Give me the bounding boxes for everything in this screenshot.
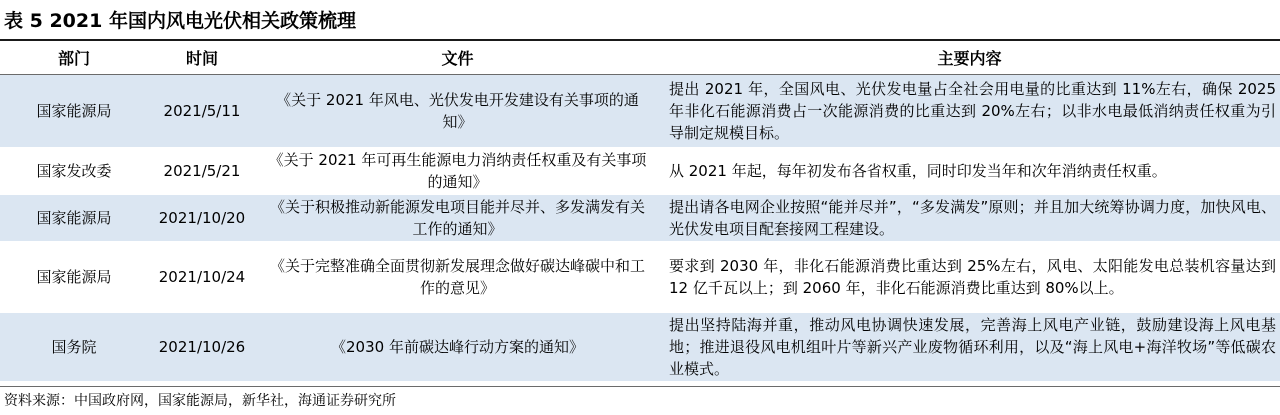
header-main: 主要内容 <box>659 41 1280 74</box>
content-cell: 提出请各电网企业按照“能并尽并”，“多发满发”原则；并且加大统筹协调力度，加快风电、光伏发电项目配套接网工程建设。 <box>659 194 1280 242</box>
doc-cell: 《关于积极推动新能源发电项目能并尽并、多发满发有关工作的通知》 <box>256 194 659 242</box>
content-cell: 提出坚持陆海并重，推动风电协调快速发展，完善海上风电产业链，鼓励建设海上风电基地；推进退役风电机组叶片等新兴产业废物循环利用，以及“海上风电+海洋牧场”等低碳农业模式。 <box>659 312 1280 382</box>
header-time: 时间 <box>148 41 256 74</box>
doc-cell: 《关于 2021 年风电、光伏发电开发建设有关事项的通知》 <box>256 74 659 148</box>
header-dept: 部门 <box>0 41 148 74</box>
table-bottom-rule <box>0 386 1280 387</box>
source-note: 资料来源：中国政府网，国家能源局，新华社，海通证券研究所 <box>4 393 396 409</box>
dept-cell: 国务院 <box>0 312 148 382</box>
time-cell: 2021/5/11 <box>148 74 256 148</box>
time-cell: 2021/10/24 <box>148 242 256 312</box>
policy-table <box>0 41 1280 383</box>
time-cell: 2021/10/26 <box>148 312 256 382</box>
content-cell: 提出 2021 年，全国风电、光伏发电量占全社会用电量的比重达到 11%左右，确保 2025 年非化石能源消费占一次能源消费的比重达到 20%左右；以非水电最低消纳责任权重为引导制定规模目标。 <box>659 74 1280 148</box>
doc-cell: 《2030 年前碳达峰行动方案的通知》 <box>256 312 659 382</box>
time-cell: 2021/5/21 <box>148 148 256 194</box>
table-row <box>0 312 1280 382</box>
content-cell: 要求到 2030 年，非化石能源消费比重达到 25%左右，风电、太阳能发电总装机容量达到 12 亿千瓦以上；到 2060 年，非化石能源消费比重达到 80%以上。 <box>659 242 1280 312</box>
doc-cell: 《关于 2021 年可再生能源电力消纳责任权重及有关事项的通知》 <box>256 148 659 194</box>
table-title: 表 5 2021 年国内风电光伏相关政策梳理 <box>4 10 356 32</box>
header-row <box>0 41 1280 74</box>
doc-cell: 《关于完整准确全面贯彻新发展理念做好碳达峰碳中和工作的意见》 <box>256 242 659 312</box>
content-cell: 从 2021 年起，每年初发布各省权重，同时印发当年和次年消纳责任权重。 <box>659 148 1280 194</box>
table-body <box>0 74 1280 382</box>
time-cell: 2021/10/20 <box>148 194 256 242</box>
table-row <box>0 148 1280 194</box>
table-row <box>0 242 1280 312</box>
table-header <box>0 41 1280 74</box>
dept-cell: 国家发改委 <box>0 148 148 194</box>
dept-cell: 国家能源局 <box>0 194 148 242</box>
table-row <box>0 74 1280 148</box>
table-row <box>0 194 1280 242</box>
header-doc: 文件 <box>256 41 659 74</box>
dept-cell: 国家能源局 <box>0 74 148 148</box>
dept-cell: 国家能源局 <box>0 242 148 312</box>
